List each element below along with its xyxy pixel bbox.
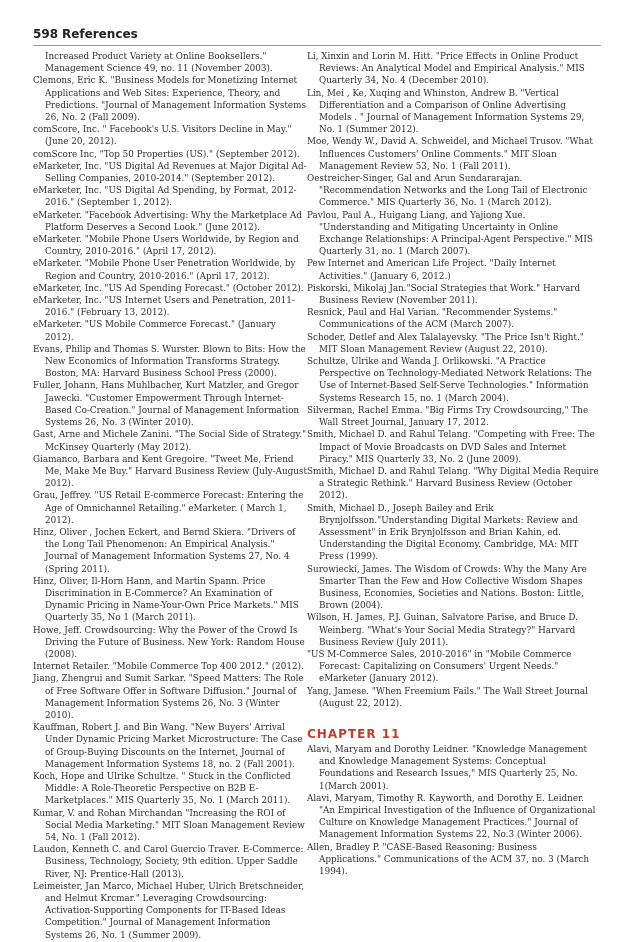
reference-entry: eMarketer, Inc. "US Internet Users and Penetration, 2011-2016." (February 13, 2012). — [33, 296, 295, 319]
reference-entry: Smith, Michael D., Joseph Bailey and Erik Brynjolfsson."Understanding Digital Markets: Review and Assessment" in Erik Brynjolfsson and Brian Kahin, ed. Understanding the Digital Economy. Cambridge, MA: MIT Press (1999). — [307, 503, 579, 563]
reference-entry: Pew Internet and American Life Project. "Daily Internet Activities." (January 6, 2012.) — [307, 259, 556, 282]
reference-entry: Resnick, Paul and Hal Varian. "Recommender Systems." Communications of the ACM (March 2007). — [307, 308, 558, 331]
reference-entry: Jiang, Zhengrui and Sumit Sarkar. "Speed Matters: The Role of Free Software Offer in Software Diffusion." Journal of Management Information Systems 26, No. 3 (Winter 2010). — [33, 674, 304, 721]
reference-entry: Kumar, V. and Rohan Mirchandan "Increasing the ROI of Social Media Marketing." MIT Sloan Management Review 54, No. 1 (Fall 2012). — [33, 808, 305, 843]
reference-entry: "US M-Commerce Sales, 2010-2016" in "Mobile Commerce Forecast: Capitalizing on Consumers' Urgent Needs." eMarketer (January 2012). — [307, 649, 572, 685]
chapter-heading: CHAPTER 11 — [307, 726, 401, 741]
reference-entry: eMarketer, Inc. "US Digital Ad Revenues at Major Digital Ad-Selling Companies, 2010-2014." (September 2012). — [33, 161, 307, 185]
reference-entry: Laudon, Kenneth C. and Carol Guercio Traver. E-Commerce: Business, Technology, Society, 9th edition. Upper Saddle River, NJ: Prentice-Hall (2013). — [33, 845, 304, 880]
reference-entry: Pavlou, Paul A., Huigang Liang, and Yajiong Xue. "Understanding and Mitigating Uncertainty in Online Exchange Relationships: A Principal-Agent Perspective." MIS Quarterly 31, no. 1 (March 2007). — [307, 210, 593, 258]
reference-entry: Surowiecki, James. The Wisdom of Crowds: Why the Many Are Smarter Than the Few and How Collective Wisdom Shapes Business, Economies, Societies and Nations. Boston: Little, Brown (2004). — [307, 564, 587, 612]
reference-entry: Oestreicher-Singer, Gal and Arun Sundararajan. "Recommendation Networks and the Long Tail of Electronic Commerce." MIS Quarterly 36, No. 1 (March 2012). — [307, 174, 588, 209]
reference-entry: Howe, Jeff. Crowdsourcing: Why the Power of the Crowd Is Driving the Future of Business. New York: Random House (2008). — [33, 625, 305, 660]
reference-entry: comScore Inc, "Top 50 Properties (US)." (September 2012). — [33, 149, 300, 160]
reference-entry: Alavi, Maryam, Timothy R. Kayworth, and Dorothy E. Leidner. "An Empirical Investigation of the Influence of Organizational Culture on Knowledge Management Practices." Journal of Management Information Systems 22, No.3 (Winter 2006). — [307, 793, 596, 841]
reference-entry: Piskorski, Mikolaj Jan."Social Strategies that Work." Harvard Business Review (November 2011). — [307, 283, 581, 307]
reference-entry: Hinz, Oliver, Il-Horn Hann, and Martin Spann. Price Discrimination in E-Commerce? An Examination of Dynamic Pricing in Name-Your-Own Price Markets." MIS Quarterly 35, No 1 (March 2011). — [33, 576, 299, 624]
reference-entry: Kauffman, Robert J. and Bin Wang. "New Buyers' Arrival Under Dynamic Pricing Market Microstructure: The Case of Group-Buying Discounts on the Internet, Journal of Management Information Systems 18, no. 2 (Fall 2001). — [33, 723, 303, 770]
header-rule — [33, 45, 601, 46]
reference-entry: Schoder, Detlef and Alex Talalayevsky. "The Price Isn't Right." MIT Sloan Management Review (August 22, 2010). — [307, 332, 584, 355]
reference-entry: Li, Xinxin and Lorin M. Hitt. "Price Effects in Online Product Reviews: An Analytical Model and Empirical Analysis." MIS Quarterly 34, No. 4 (December 2010). — [307, 52, 585, 87]
reference-entry: Internet Retailer. "Mobile Commerce Top 400 2012." (2012). — [33, 662, 304, 673]
reference-entry: Increased Product Variety at Online Booksellers." Management Science 49, no. 11 (November 2003). — [45, 52, 273, 75]
reference-entry: comScore, Inc. " Facebook's U.S. Visitors Decline in May." (June 20, 2012). — [33, 125, 292, 148]
reference-entry: eMarketer. "Mobile Phone Users Worldwide, by Region and Country, 2010-2016." (April 17, 2012). — [33, 235, 299, 258]
reference-entry: Smith, Michael D. and Rahul Telang. "Why Digital Media Require a Strategic Rethink." Harvard Business Review (October 2012). — [307, 466, 599, 502]
reference-entry: Koch, Hope and Ulrike Schultze. " Stuck in the Conflicted Middle: A Role-Theoretic Perspective on B2B E-Marketplaces." MIS Quarterly 35, No. 1 (March 2011). — [33, 771, 291, 807]
reference-entry: Clemons, Eric K. "Business Models for Monetizing Internet Applications and Web Sites: Experience, Theory, and Predictions. "Journal of Management Information Systems 26, No. 2 (Fall 2009). — [33, 76, 306, 124]
right-column — [307, 51, 599, 878]
reference-entry: eMarketer, Inc. "US Digital Ad Spending, by Format, 2012-2016." (September 1, 2012). — [33, 186, 297, 209]
reference-entry: Yang, Jamese. "When Freemium Fails." The Wall Street Journal (August 22, 2012). — [307, 686, 588, 709]
reference-entry: Leimeister, Jan Marco, Michael Huber, Ulrich Bretschneider, and Helmut Krcmar." Leveraging Crowdsourcing: Activation-Supporting Components for IT-Based Ideas Competition." Journal of Management Information Systems 26, No. 1 (Summer 2009). — [33, 881, 305, 941]
reference-entry: Allen, Bradley P. "CASE-Based Reasoning: Business Applications." Communications of the ACM 37, no. 3 (March 1994). — [307, 842, 590, 877]
reference-entry: eMarketer, Inc. "US Ad Spending Forecast." (October 2012). — [33, 283, 304, 294]
reference-entry: Evans, Philip and Thomas S. Wurster. Blown to Bits: How the New Economics of Information Transforms Strategy. Boston, MA: Harvard Business School Press (2000). — [33, 344, 306, 380]
reference-entry: Moe, Wendy W., David A. Schweidel, and Michael Trusov. "What Influences Customers' Online Comments." MIT Sloan Management Review 53, No. 1 (Fall 2011). — [307, 137, 593, 172]
reference-entry: eMarketer. "US Mobile Commerce Forecast." (January 2012). — [33, 320, 276, 343]
left-column — [33, 51, 307, 942]
reference-entry: Wilson, H. James, P.J. Guinan, Salvatore Parise, and Bruce D. Weinberg. "What's Your Social Media Strategy?" Harvard Business Review (July 2011). — [307, 613, 578, 648]
reference-entry: Schultze, Ulrike and Wanda J. Orlikowski. "A Practice Perspective on Technology-Mediated Network Relations: The Use of Internet-Based Self-Serve Technologies." Information Systems Research 15, no. 1 (March 2004). — [307, 357, 592, 404]
reference-entry: eMarketer. "Mobile Phone User Penetration Worldwide, by Region and Country, 2010-2016." (April 17, 2012). — [33, 259, 296, 282]
running-title: References — [62, 27, 138, 41]
reference-entry: Smith, Michael D. and Rahul Telang. "Competing with Free: The Impact of Movie Broadcasts on DVD Sales and Internet Piracy." MIS Quarterly 33, No. 2 (June 2009). — [307, 430, 595, 465]
reference-entry: Fuller, Johann, Hans Muhlbacher, Kurt Matzler, and Gregor Jawecki. "Customer Empowerment Through Internet-Based Co-Creation." Journal of Management Information Systems 26, No. 3 (Winter 2010). — [33, 381, 300, 429]
reference-entry: Giamanco, Barbara and Kent Gregoire. "Tweet Me, Friend Me, Make Me Buy." Harvard Business Review (July-August 2012). — [33, 454, 307, 490]
reference-entry: Lin, Mei , Ke, Xuqing and Whinston, Andrew B. "Vertical Differentiation and a Comparison of Online Advertising Models . " Journal of Management Information Systems 29, No. 1 (Summer 2012). — [307, 88, 585, 136]
page-number: 598 — [33, 27, 59, 41]
reference-entry: Alavi, Maryam and Dorothy Leidner. "Knowledge Management and Knowledge Management Systems: Conceptual Foundations and Research Issues," MIS Quarterly 25, No. 1(March 2001). — [307, 744, 588, 792]
reference-entry: Gast, Arne and Michele Zanini. "The Social Side of Strategy." McKinsey Quarterly (May 2012). — [33, 430, 307, 453]
page-header — [0, 0, 625, 40]
reference-entry: Grau, Jeffrey. "US Retail E-commerce Forecast: Entering the Age of Omnichannel Retailing." eMarketer. ( March 1, 2012). — [33, 491, 304, 526]
reference-entry: Hinz, Oliver , Jochen Eckert, and Bernd Skiera. "Drivers of the Long Tail Phenomenon: An Empirical Analysis." Journal of Management Information Systems 27, No. 4 (Spring 2011). — [33, 527, 296, 575]
reference-entry: Silverman, Rachel Emma. "Big Firms Try Crowdsourcing," The Wall Street Journal, January 17, 2012. — [307, 405, 589, 429]
reference-entry: eMarketer. "Facebook Advertising: Why the Marketplace Ad Platform Deserves a Second Look." (June 2012). — [33, 210, 302, 233]
